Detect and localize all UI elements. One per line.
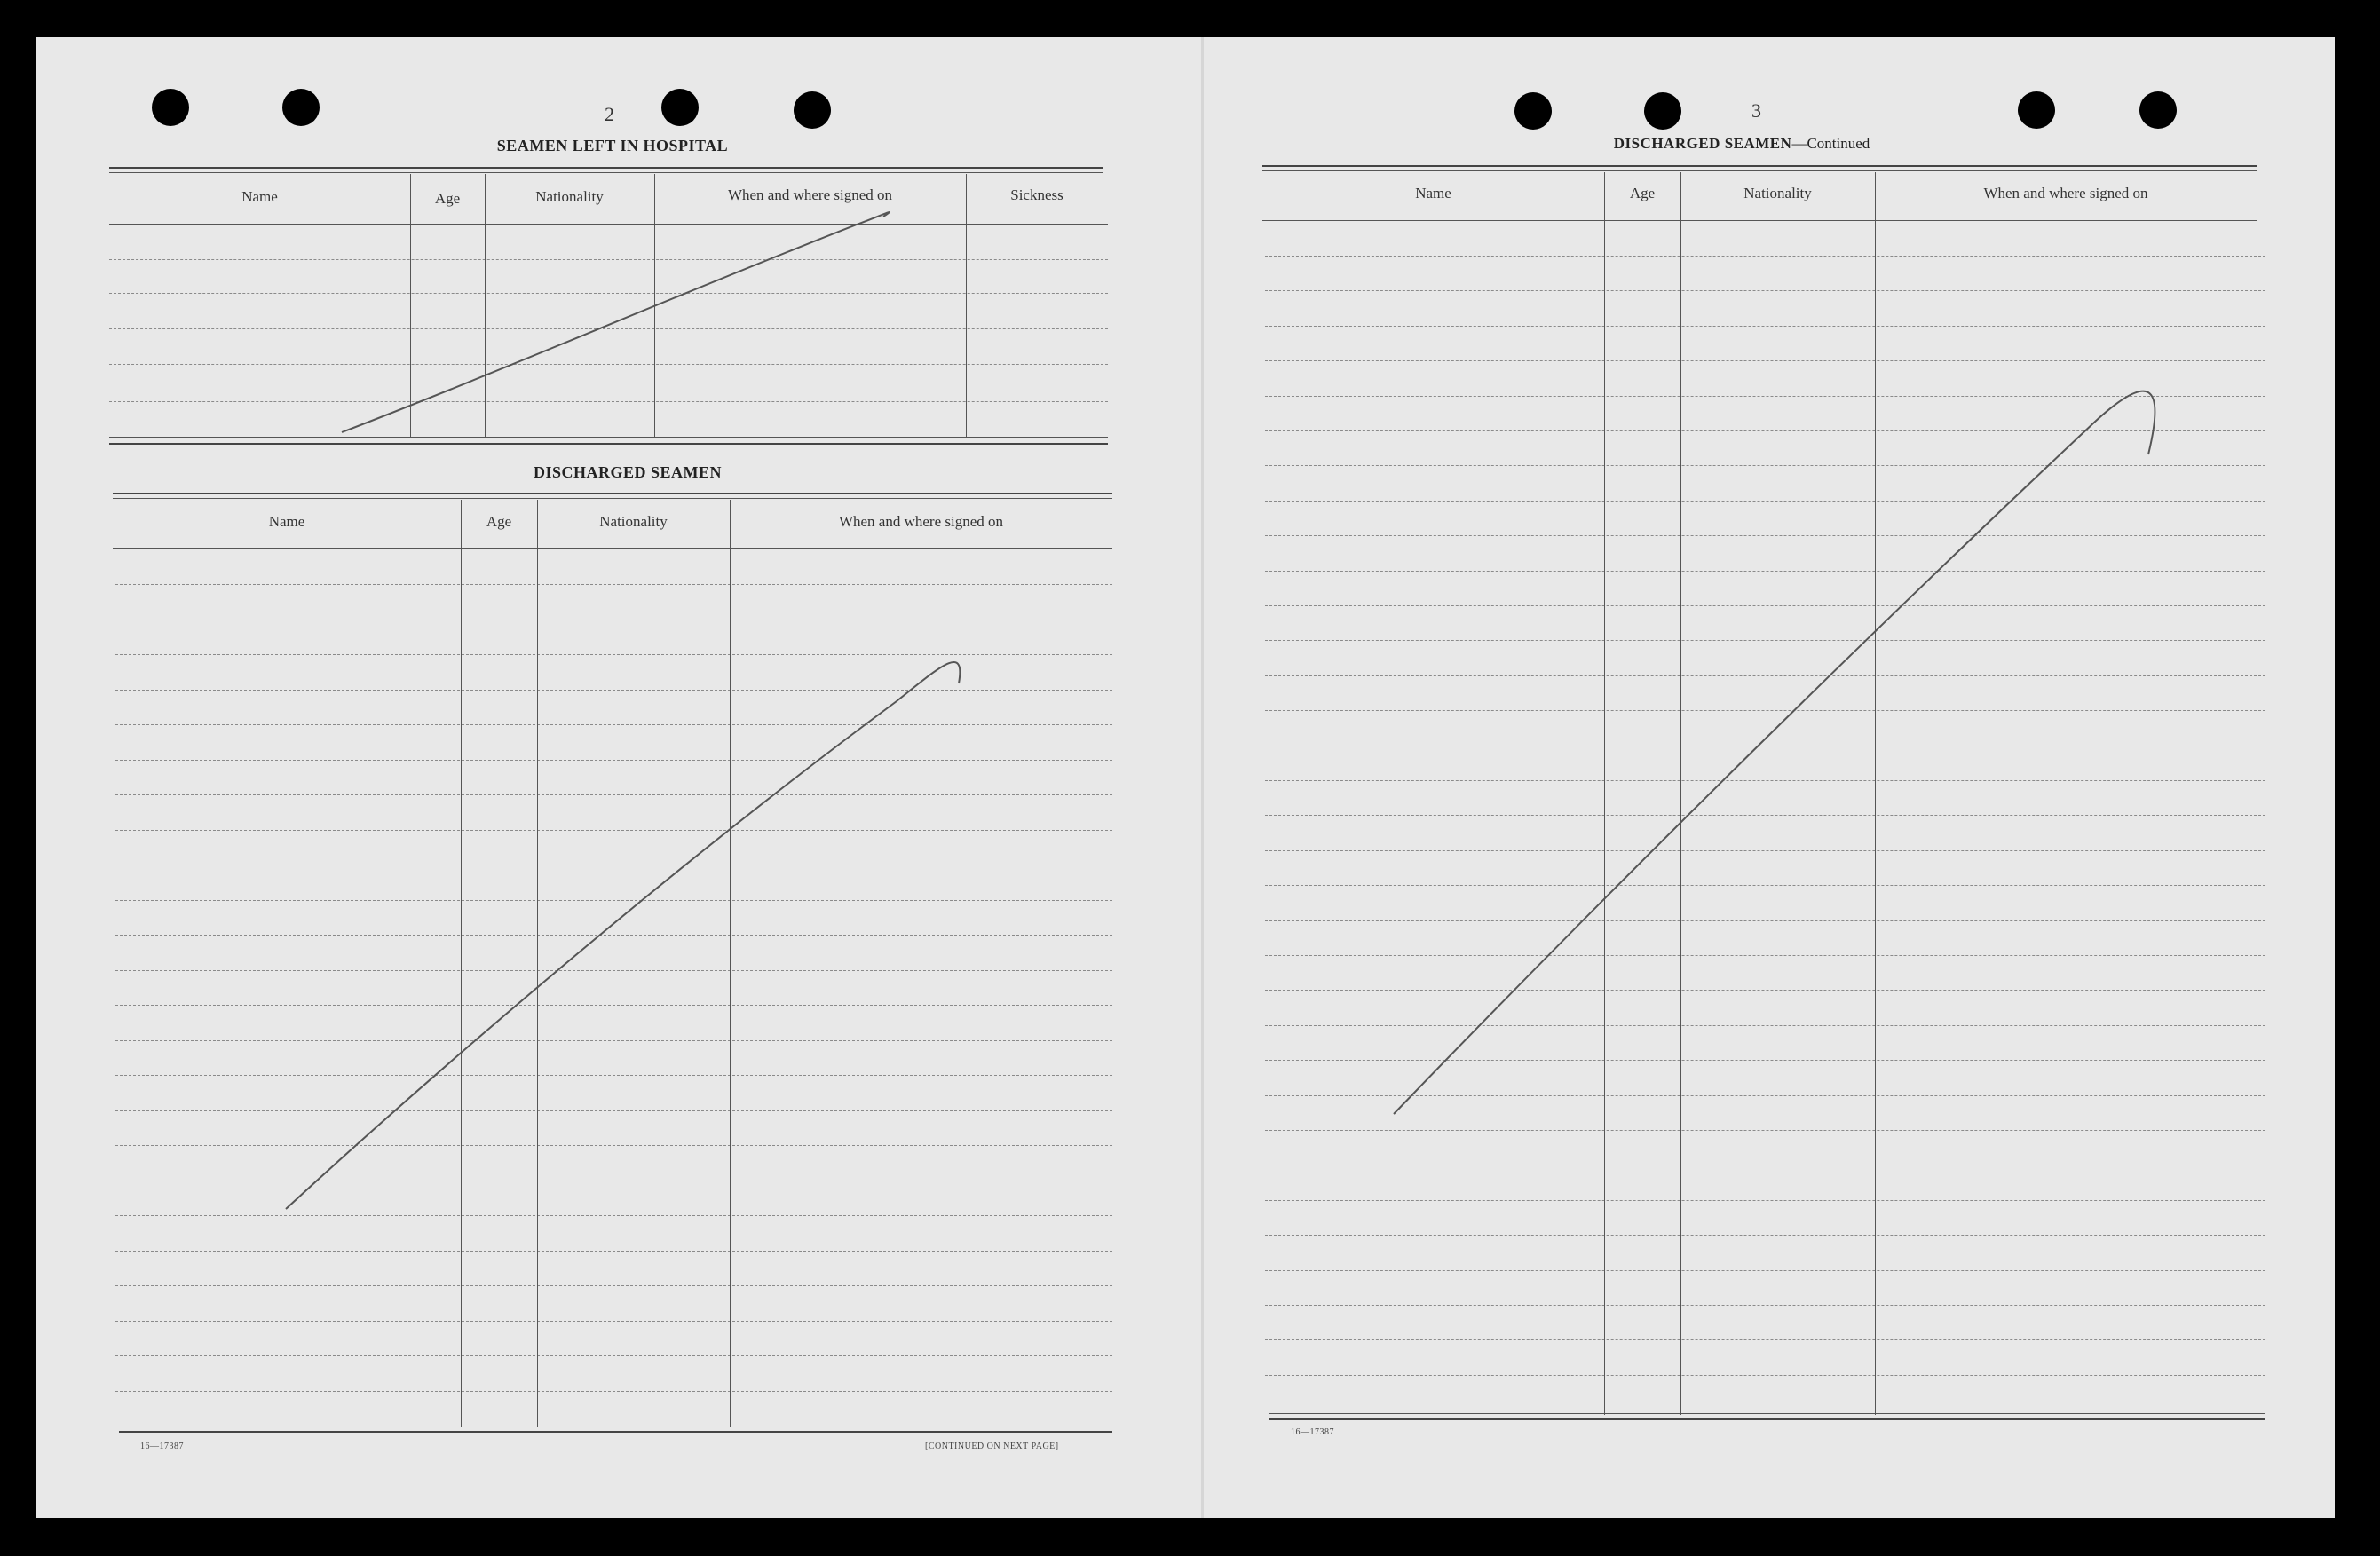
strike-stroke-hospital [342,212,890,432]
column-header-name: Name [268,513,305,530]
column-header-age: Age [434,190,461,207]
discharged-table-title: DISCHARGED SEAMEN [533,463,723,481]
column-header-when-where: When and where signed on [838,513,1004,530]
column-header-name: Name [241,188,278,205]
strike-stroke-discharged-left [286,662,960,1209]
column-header-nationality: Nationality [535,188,604,205]
column-header-age: Age [486,513,512,530]
page-number-left: 2 [605,103,614,125]
discharged-continued-title-main: DISCHARGED SEAMEN [1613,135,1792,152]
hospital-table-title: SEAMEN LEFT IN HOSPITAL [496,137,729,154]
form-code-left: 16—17387 [140,1441,184,1451]
form-code-right: 16—17387 [1291,1427,1334,1437]
column-header-when-where: When and where signed on [1983,185,2148,201]
column-header-when-where: When and where signed on [727,186,893,203]
strike-stroke-discharged-right [1394,391,2155,1114]
column-header-age: Age [1629,185,1656,201]
column-header-nationality: Nationality [599,513,668,530]
column-header-name: Name [1415,185,1451,201]
page-number-right: 3 [1751,99,1761,122]
column-header-sickness: Sickness [1010,186,1063,203]
continued-note: [CONTINUED ON NEXT PAGE] [925,1441,1059,1451]
continued-suffix: —Continued [1791,135,1870,152]
column-header-nationality: Nationality [1743,185,1812,201]
